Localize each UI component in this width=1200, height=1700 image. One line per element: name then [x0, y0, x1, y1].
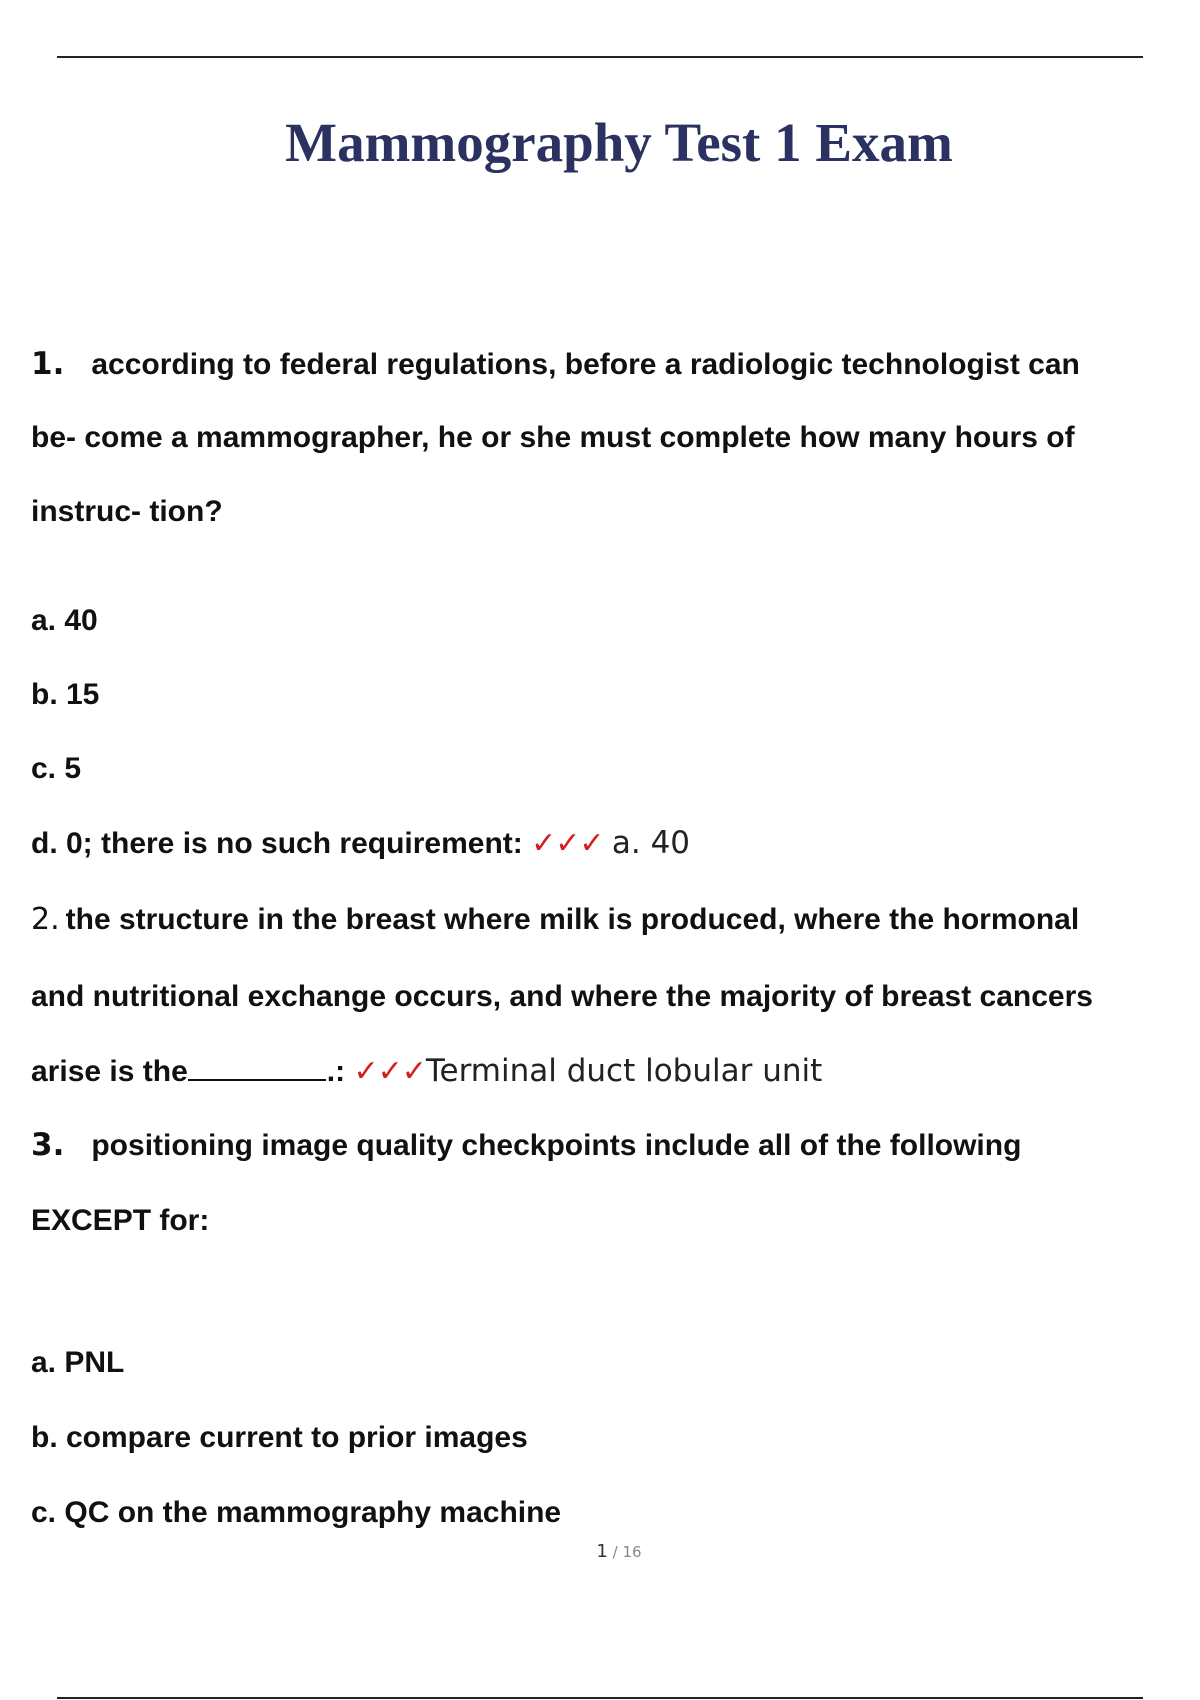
question-3-option-b: b. compare current to prior images: [31, 1421, 528, 1454]
question-2-line-3: [31, 1051, 822, 1092]
question-1-number: 1.: [31, 346, 65, 382]
question-1-text-2: be- come a mammographer, he or she must complete how many hours of: [31, 421, 1075, 454]
question-2-after-blank: .:: [326, 1055, 346, 1088]
page-number: [0, 1541, 1200, 1562]
page-title: Mammography Test 1 Exam: [285, 112, 953, 173]
page-separator: /: [607, 1543, 623, 1561]
question-1-text-3: instruc- tion?: [31, 495, 223, 528]
question-1-option-c: c. 5: [31, 752, 82, 785]
question-3-text-2: EXCEPT for:: [31, 1204, 210, 1237]
question-1-option-d: d. 0; there is no such requirement:: [31, 827, 523, 860]
bottom-rule: [57, 1697, 1143, 1699]
question-2-line-2: [31, 977, 1093, 1017]
page-current: 1: [596, 1541, 608, 1562]
question-2-text-3: arise is the: [31, 1055, 188, 1088]
question-1-text-1: according to federal regulations, before a radiologic technologist can: [91, 348, 1080, 381]
checkmark-icon: ✓✓✓: [531, 826, 604, 861]
question-3-option-a: a. PNL: [31, 1346, 125, 1379]
question-3-line-2: [31, 1201, 209, 1241]
question-1-line-3: [31, 492, 223, 532]
question-2-text-1: the structure in the breast where milk is produced, where the hormonal: [65, 903, 1080, 936]
checkmark-icon: ✓✓✓: [353, 1054, 426, 1089]
question-2-line-1: [31, 900, 1079, 940]
question-1-option-b: b. 15: [31, 678, 100, 711]
question-3-option-c: c. QC on the mammography machine: [31, 1496, 562, 1529]
question-1-answer: a. 40: [611, 825, 691, 861]
fill-in-blank: [188, 1079, 326, 1081]
question-1-option-d-line: [31, 823, 690, 864]
question-1-option-a: a. 40: [31, 604, 98, 637]
question-2-text-2: and nutritional exchange occurs, and where the majority of breast cancers: [31, 980, 1093, 1013]
question-3-text-1: positioning image quality checkpoints include all of the following: [91, 1129, 1022, 1162]
question-1-line-1: [31, 344, 1080, 385]
top-rule: [57, 56, 1143, 58]
question-3-number: 3.: [31, 1127, 65, 1163]
question-1-line-2: [31, 418, 1075, 458]
question-2-answer: Terminal duct lobular unit: [425, 1053, 823, 1089]
question-3-line-1: [31, 1125, 1021, 1166]
question-2-number: 2.: [31, 902, 60, 937]
page-total: 16: [622, 1543, 642, 1561]
